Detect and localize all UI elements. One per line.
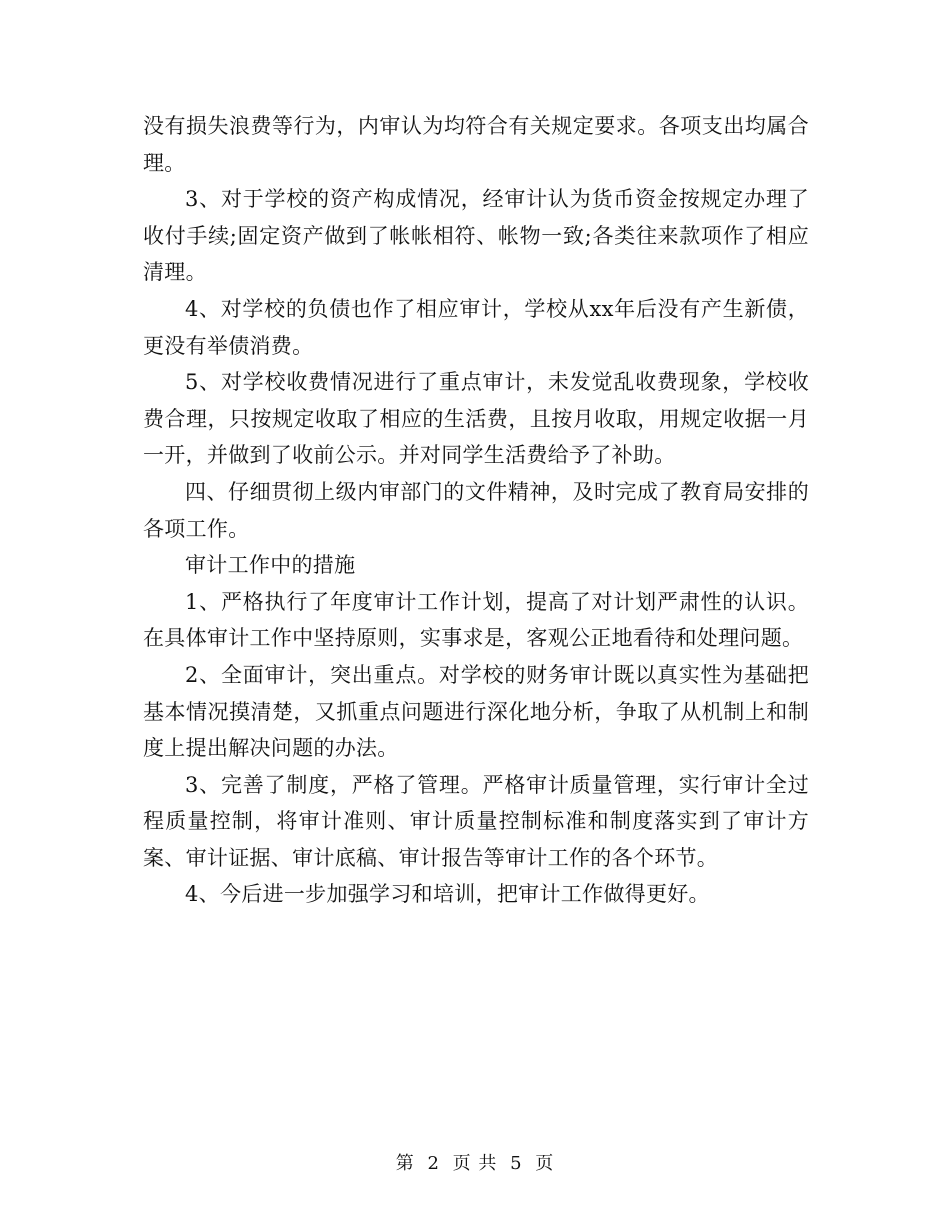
footer-suffix: 页	[535, 1153, 555, 1174]
paragraph-fees: 5、对学校收费情况进行了重点审计，未发觉乱收费现象，学校收费合理，只按规定收取了相应的生活费，且按月收取，用规定收据一月一开，并做到了收前公示。并对同学生活费给予了补助。	[143, 370, 809, 468]
paragraph-continuation: 没有损失浪费等行为，内审认为均符合有关规定要求。各项支出均属合理。	[143, 114, 809, 175]
footer-total-pages: 5	[510, 1153, 523, 1174]
paragraph-assets: 3、对于学校的资产构成情况，经审计认为货币资金按规定办理了收付手续;固定资产做到了帐帐相符、帐物一致;各类往来款项作了相应清理。	[143, 187, 809, 285]
paragraph-measure-1: 1、严格执行了年度审计工作计划，提高了对计划严肃性的认识。在具体审计工作中坚持原则，实事求是，客观公正地看待和处理问题。	[143, 589, 809, 651]
paragraph-measure-2: 2、全面审计，突出重点。对学校的财务审计既以真实性为基础把基本情况摸清楚，又抓重点问题进行深化地分析，争取了从机制上和制度上提出解决问题的办法。	[143, 662, 809, 761]
footer-current-page: 2	[427, 1153, 440, 1174]
paragraph-measure-3: 3、完善了制度，严格了管理。严格审计质量管理，实行审计全过程质量控制，将审计准则、审计质量控制标准和制度落实到了审计方案、审计证据、审计底稿、审计报告等审计工作的各个环节。	[143, 772, 809, 870]
document-body	[143, 108, 809, 913]
footer-prefix: 第	[395, 1153, 415, 1174]
paragraph-liabilities: 4、对学校的负债也作了相应审计，学校从xx年后没有产生新债，更没有举债消费。	[143, 296, 809, 358]
page-footer	[0, 1152, 950, 1176]
footer-mid: 页 共	[452, 1153, 498, 1174]
section-heading-measures: 审计工作中的措施	[185, 553, 356, 578]
paragraph-section-four: 四、仔细贯彻上级内审部门的文件精神，及时完成了教育局安排的各项工作。	[143, 479, 809, 541]
paragraph-measure-4: 4、今后进一步加强学习和培训，把审计工作做得更好。	[185, 882, 710, 907]
